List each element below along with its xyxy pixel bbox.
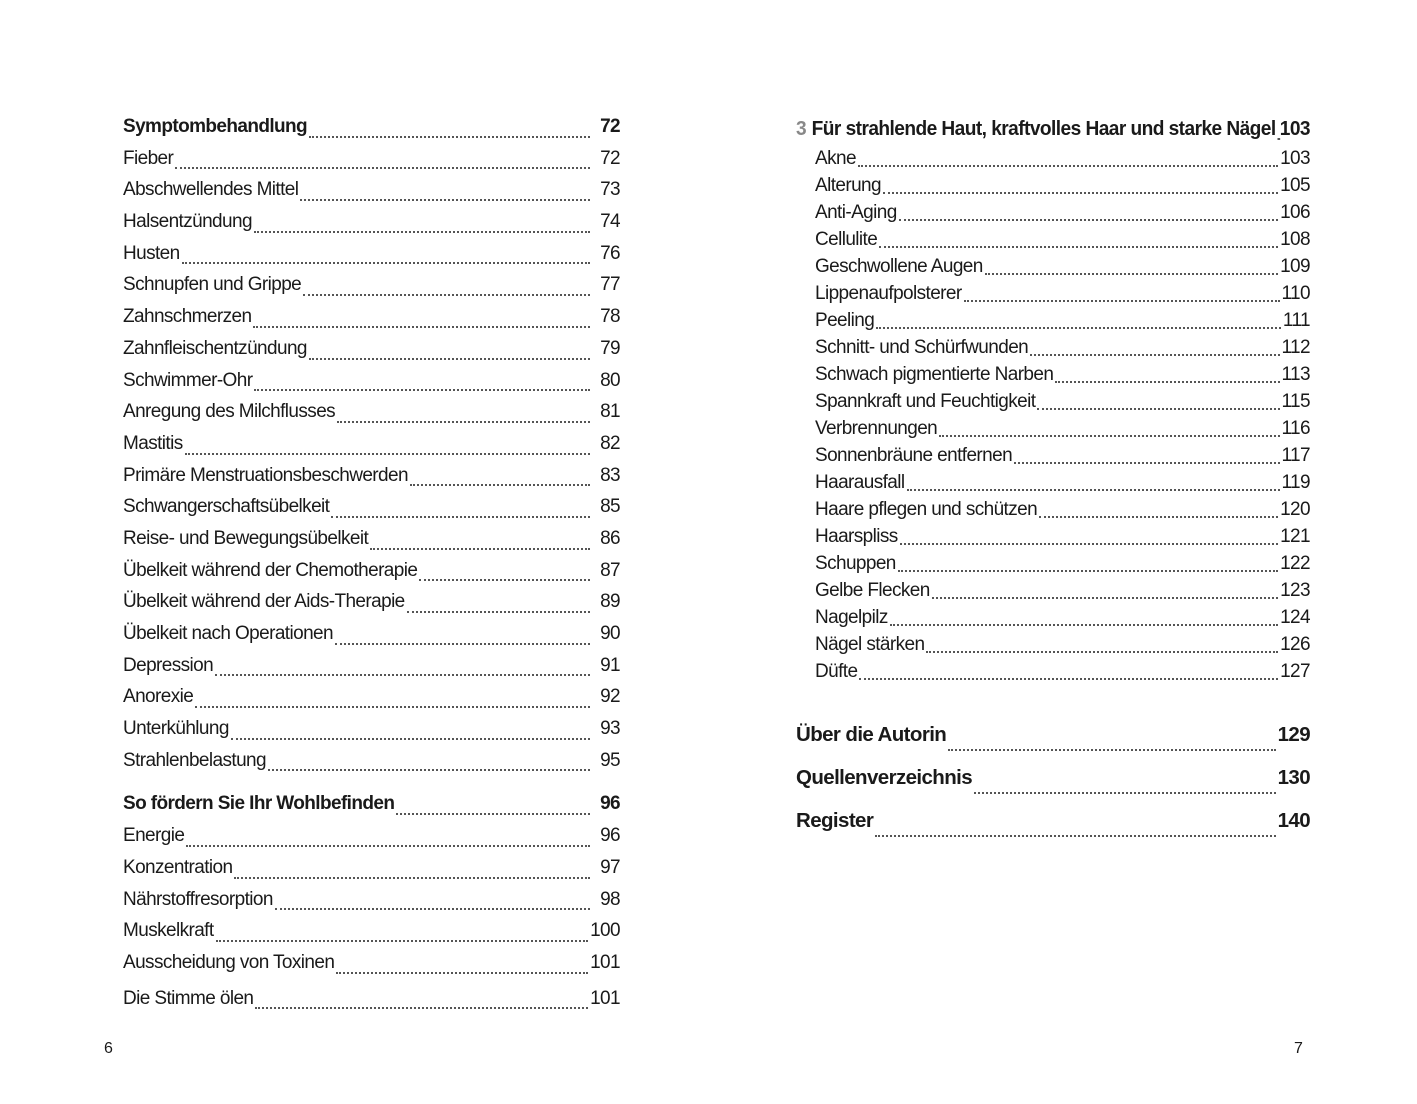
toc-page: 97 [600,856,620,878]
toc-label: Schwangerschaftsübelkeit [123,496,330,518]
toc-page: 106 [1280,202,1310,223]
toc-label: Halsentzündung [123,211,252,233]
toc-page: 120 [1280,499,1310,520]
toc-entry[interactable] [123,143,620,175]
leader-dots [300,198,590,201]
leader-dots [337,420,590,423]
toc-page: 96 [600,793,620,815]
toc-entry[interactable] [796,550,1310,577]
toc-entry[interactable] [796,388,1310,415]
toc-label: Sonnenbräune entfernen [815,445,1013,466]
toc-label: Symptombehandlung [123,116,308,137]
leader-dots [858,164,1278,167]
toc-page: 93 [600,718,620,740]
leader-dots [939,434,1279,437]
toc-page: 98 [600,888,620,910]
toc-entry[interactable] [123,983,620,1015]
toc-entry-quellen[interactable] [796,756,1310,799]
toc-entry[interactable] [123,586,620,618]
leader-dots [410,483,590,486]
toc-entry[interactable] [796,631,1310,658]
toc-page: 111 [1282,310,1310,331]
toc-page: 103 [1280,148,1310,169]
toc-page: 91 [600,654,620,676]
leader-dots [985,272,1278,275]
toc-page: 100 [590,920,620,942]
toc-label: Nährstoffresorption [123,888,273,910]
leader-dots [964,299,1280,302]
toc-page: 117 [1281,445,1310,466]
chapter-number: 3 [796,117,807,140]
toc-entry-register[interactable] [796,799,1310,842]
toc-label: Unterkühlung [123,718,229,740]
leader-dots [419,578,590,581]
leader-dots [231,737,590,740]
toc-entry[interactable] [123,333,620,365]
toc-entry[interactable] [123,428,620,460]
toc-label: Schwach pigmentierte Narben [815,364,1054,385]
toc-label: Cellulite [815,229,878,250]
leader-dots [275,907,590,910]
leader-dots [859,677,1278,680]
toc-entry[interactable] [123,852,620,884]
toc-page: 101 [590,951,620,973]
toc-left [123,111,620,1014]
toc-entry-autorin[interactable] [796,713,1310,756]
leader-dots [1055,380,1279,383]
toc-label: Nägel stärken [815,634,925,655]
toc-label: Übelkeit während der Chemotherapie [123,559,418,581]
toc-label: Anorexie [123,686,194,708]
leader-dots [185,452,590,455]
toc-label: Über die Autorin [796,723,947,746]
toc-page: 74 [600,211,620,233]
leader-dots [186,844,590,847]
toc-entry[interactable] [796,199,1310,226]
toc-label: Lippenaufpolsterer [815,283,962,304]
toc-entry[interactable] [796,577,1310,604]
toc-label: Depression [123,654,214,676]
toc-entry[interactable] [796,361,1310,388]
toc-page: 105 [1280,175,1310,196]
toc-label: Schuppen [815,553,896,574]
toc-page: 76 [600,242,620,264]
toc-label: Register [796,809,874,832]
toc-label: Übelkeit nach Operationen [123,623,333,644]
toc-label: Zahnschmerzen [123,306,252,328]
toc-label: So fördern Sie Ihr Wohlbefinden [123,793,395,815]
toc-label: Die Stimme ölen [123,987,254,1009]
toc-page: 126 [1280,634,1310,655]
toc-page: 110 [1281,283,1310,304]
toc-page: 122 [1280,553,1310,574]
leader-dots [309,357,590,360]
toc-page: 130 [1277,766,1310,789]
leader-dots [1014,461,1279,464]
toc-label: Alterung [815,175,881,196]
toc-page: 115 [1281,391,1310,412]
toc-entry[interactable] [796,604,1310,631]
leader-dots [890,623,1278,626]
toc-page: 127 [1280,661,1310,682]
toc-label: Primäre Menstruationsbeschwerden [123,464,408,486]
toc-label: Peeling [815,310,875,331]
toc-entry[interactable] [123,947,620,979]
leader-dots [875,834,1275,837]
toc-label: Konzentration [123,856,233,878]
toc-page: 85 [600,496,620,518]
toc-page: 72 [600,147,620,169]
toc-right [796,112,1310,842]
toc-entry[interactable] [123,365,620,397]
toc-page: 119 [1281,472,1310,493]
toc-page: 101 [590,987,620,1009]
toc-entry[interactable] [123,681,620,713]
toc-page: 81 [600,401,620,423]
toc-label: Verbrennungen [815,418,938,439]
leader-dots [883,191,1278,194]
leader-dots [932,596,1278,599]
leader-dots [876,326,1281,329]
toc-label: Strahlenbelastung [123,749,266,771]
toc-entry[interactable] [123,523,620,555]
toc-label: Nagelpilz [815,607,888,628]
page-number: 6 [104,1040,113,1057]
leader-dots [195,705,590,708]
leader-dots [215,673,590,676]
toc-entry[interactable] [796,253,1310,280]
leader-dots [926,650,1278,653]
leader-dots [175,166,590,169]
toc-chapter-3[interactable] [796,112,1310,145]
toc-page: 86 [600,527,620,549]
leader-dots [407,610,590,613]
toc-label: Anti-Aging [815,202,897,223]
toc-label: Haare pflegen und schützen [815,499,1038,520]
toc-entry[interactable] [123,650,620,682]
toc-label: Haarspliss [815,526,898,547]
right-page [708,0,1417,1104]
leader-dots [898,569,1278,572]
toc-page: 89 [600,591,620,613]
toc-page: 129 [1277,723,1310,746]
toc-page: 78 [600,306,620,328]
leader-dots [182,261,590,264]
toc-entry[interactable] [796,442,1310,469]
toc-label: Akne [815,148,856,169]
toc-entry-wohlbefinden[interactable] [123,788,620,820]
toc-entry[interactable] [796,172,1310,199]
leader-dots [268,768,590,771]
toc-page: 92 [600,686,620,708]
toc-label: Haarausfall [815,472,905,493]
chapter-title: Für strahlende Haut, kraftvolles Haar und starke Nägel [811,117,1276,140]
toc-label: Husten [123,242,180,264]
toc-page: 113 [1281,364,1310,385]
toc-page: 73 [600,179,620,201]
toc-label: Gelbe Flecken [815,580,930,601]
leader-dots [253,325,590,328]
toc-label: Übelkeit während der Aids-Therapie [123,591,405,613]
leader-dots [907,488,1280,491]
toc-label: Energie [123,825,185,847]
toc-entry[interactable] [796,280,1310,307]
toc-entry-symptombehandlung[interactable] [123,111,620,143]
toc-entry[interactable] [796,469,1310,496]
toc-page: 87 [600,559,620,581]
leader-dots [335,642,590,645]
toc-label: Anregung des Milchflusses [123,401,336,423]
toc-page: 83 [600,464,620,486]
leader-dots [1037,407,1279,410]
toc-entry[interactable] [123,301,620,333]
toc-entry[interactable] [123,713,620,745]
toc-entry[interactable] [123,745,620,777]
leader-dots [974,791,1276,794]
toc-page: 82 [600,432,620,454]
toc-entry[interactable] [123,396,620,428]
leader-dots [396,812,590,815]
toc-page: 108 [1280,229,1310,250]
toc-page: 79 [600,337,620,359]
leader-dots [879,245,1278,248]
toc-page: 77 [600,274,620,296]
toc-entry[interactable] [123,269,620,301]
toc-label: Quellenverzeichnis [796,766,973,789]
toc-entry[interactable] [123,491,620,523]
toc-page: 112 [1281,337,1310,358]
toc-entry[interactable] [123,618,620,650]
left-page [0,0,708,1104]
toc-label: Düfte [815,661,858,682]
page-number: 7 [1294,1040,1303,1057]
leader-dots [900,542,1278,545]
toc-label: Mastitis [123,432,183,454]
toc-entry[interactable] [123,206,620,238]
leader-dots [254,230,590,233]
toc-label: Schnitt- und Schürfwunden [815,337,1029,358]
leader-dots [1030,353,1279,356]
leader-dots [1039,515,1278,518]
toc-page: 72 [600,116,620,137]
leader-dots [948,748,1275,751]
toc-entry[interactable] [796,415,1310,442]
leader-dots [255,1006,588,1009]
toc-label: Geschwollene Augen [815,256,983,277]
toc-entry[interactable] [123,460,620,492]
leader-dots [216,939,589,942]
toc-entry[interactable] [123,174,620,206]
toc-label: Zahnfleischentzündung [123,337,307,359]
toc-entry[interactable] [796,658,1310,685]
toc-label: Schnupfen und Grippe [123,274,302,296]
toc-page: 80 [600,369,620,391]
leader-dots [234,876,590,879]
toc-page: 121 [1280,526,1310,547]
toc-entry[interactable] [123,915,620,947]
toc-page: 116 [1281,418,1310,439]
toc-entry[interactable] [123,555,620,587]
toc-entry[interactable] [123,820,620,852]
toc-label: Schwimmer-Ohr [123,369,253,391]
toc-page: 124 [1280,607,1310,628]
leader-dots [309,135,590,138]
toc-page: 140 [1277,809,1310,832]
toc-entry[interactable] [123,238,620,270]
toc-label: Muskelkraft [123,920,214,942]
toc-page: 103 [1279,117,1310,140]
leader-dots [370,547,590,550]
toc-label: Ausscheidung von Toxinen [123,951,335,973]
toc-page: 95 [600,749,620,771]
toc-page: 123 [1280,580,1310,601]
toc-entry[interactable] [123,884,620,916]
toc-page: 90 [600,623,620,644]
leader-dots [336,971,588,974]
toc-entry[interactable] [796,334,1310,361]
toc-entry[interactable] [796,226,1310,253]
toc-page: 96 [600,825,620,847]
toc-label: Reise- und Bewegungsübelkeit [123,527,369,549]
toc-entry[interactable] [796,496,1310,523]
toc-entry[interactable] [796,307,1310,334]
toc-entry[interactable] [796,523,1310,550]
leader-dots [899,218,1278,221]
leader-dots [331,515,590,518]
leader-dots [254,388,590,391]
toc-label: Spannkraft und Feuchtigkeit [815,391,1036,412]
toc-entry[interactable] [796,145,1310,172]
toc-label: Fieber [123,147,174,169]
toc-page: 109 [1280,256,1310,277]
toc-label: Abschwellendes Mittel [123,179,299,201]
leader-dots [303,293,590,296]
